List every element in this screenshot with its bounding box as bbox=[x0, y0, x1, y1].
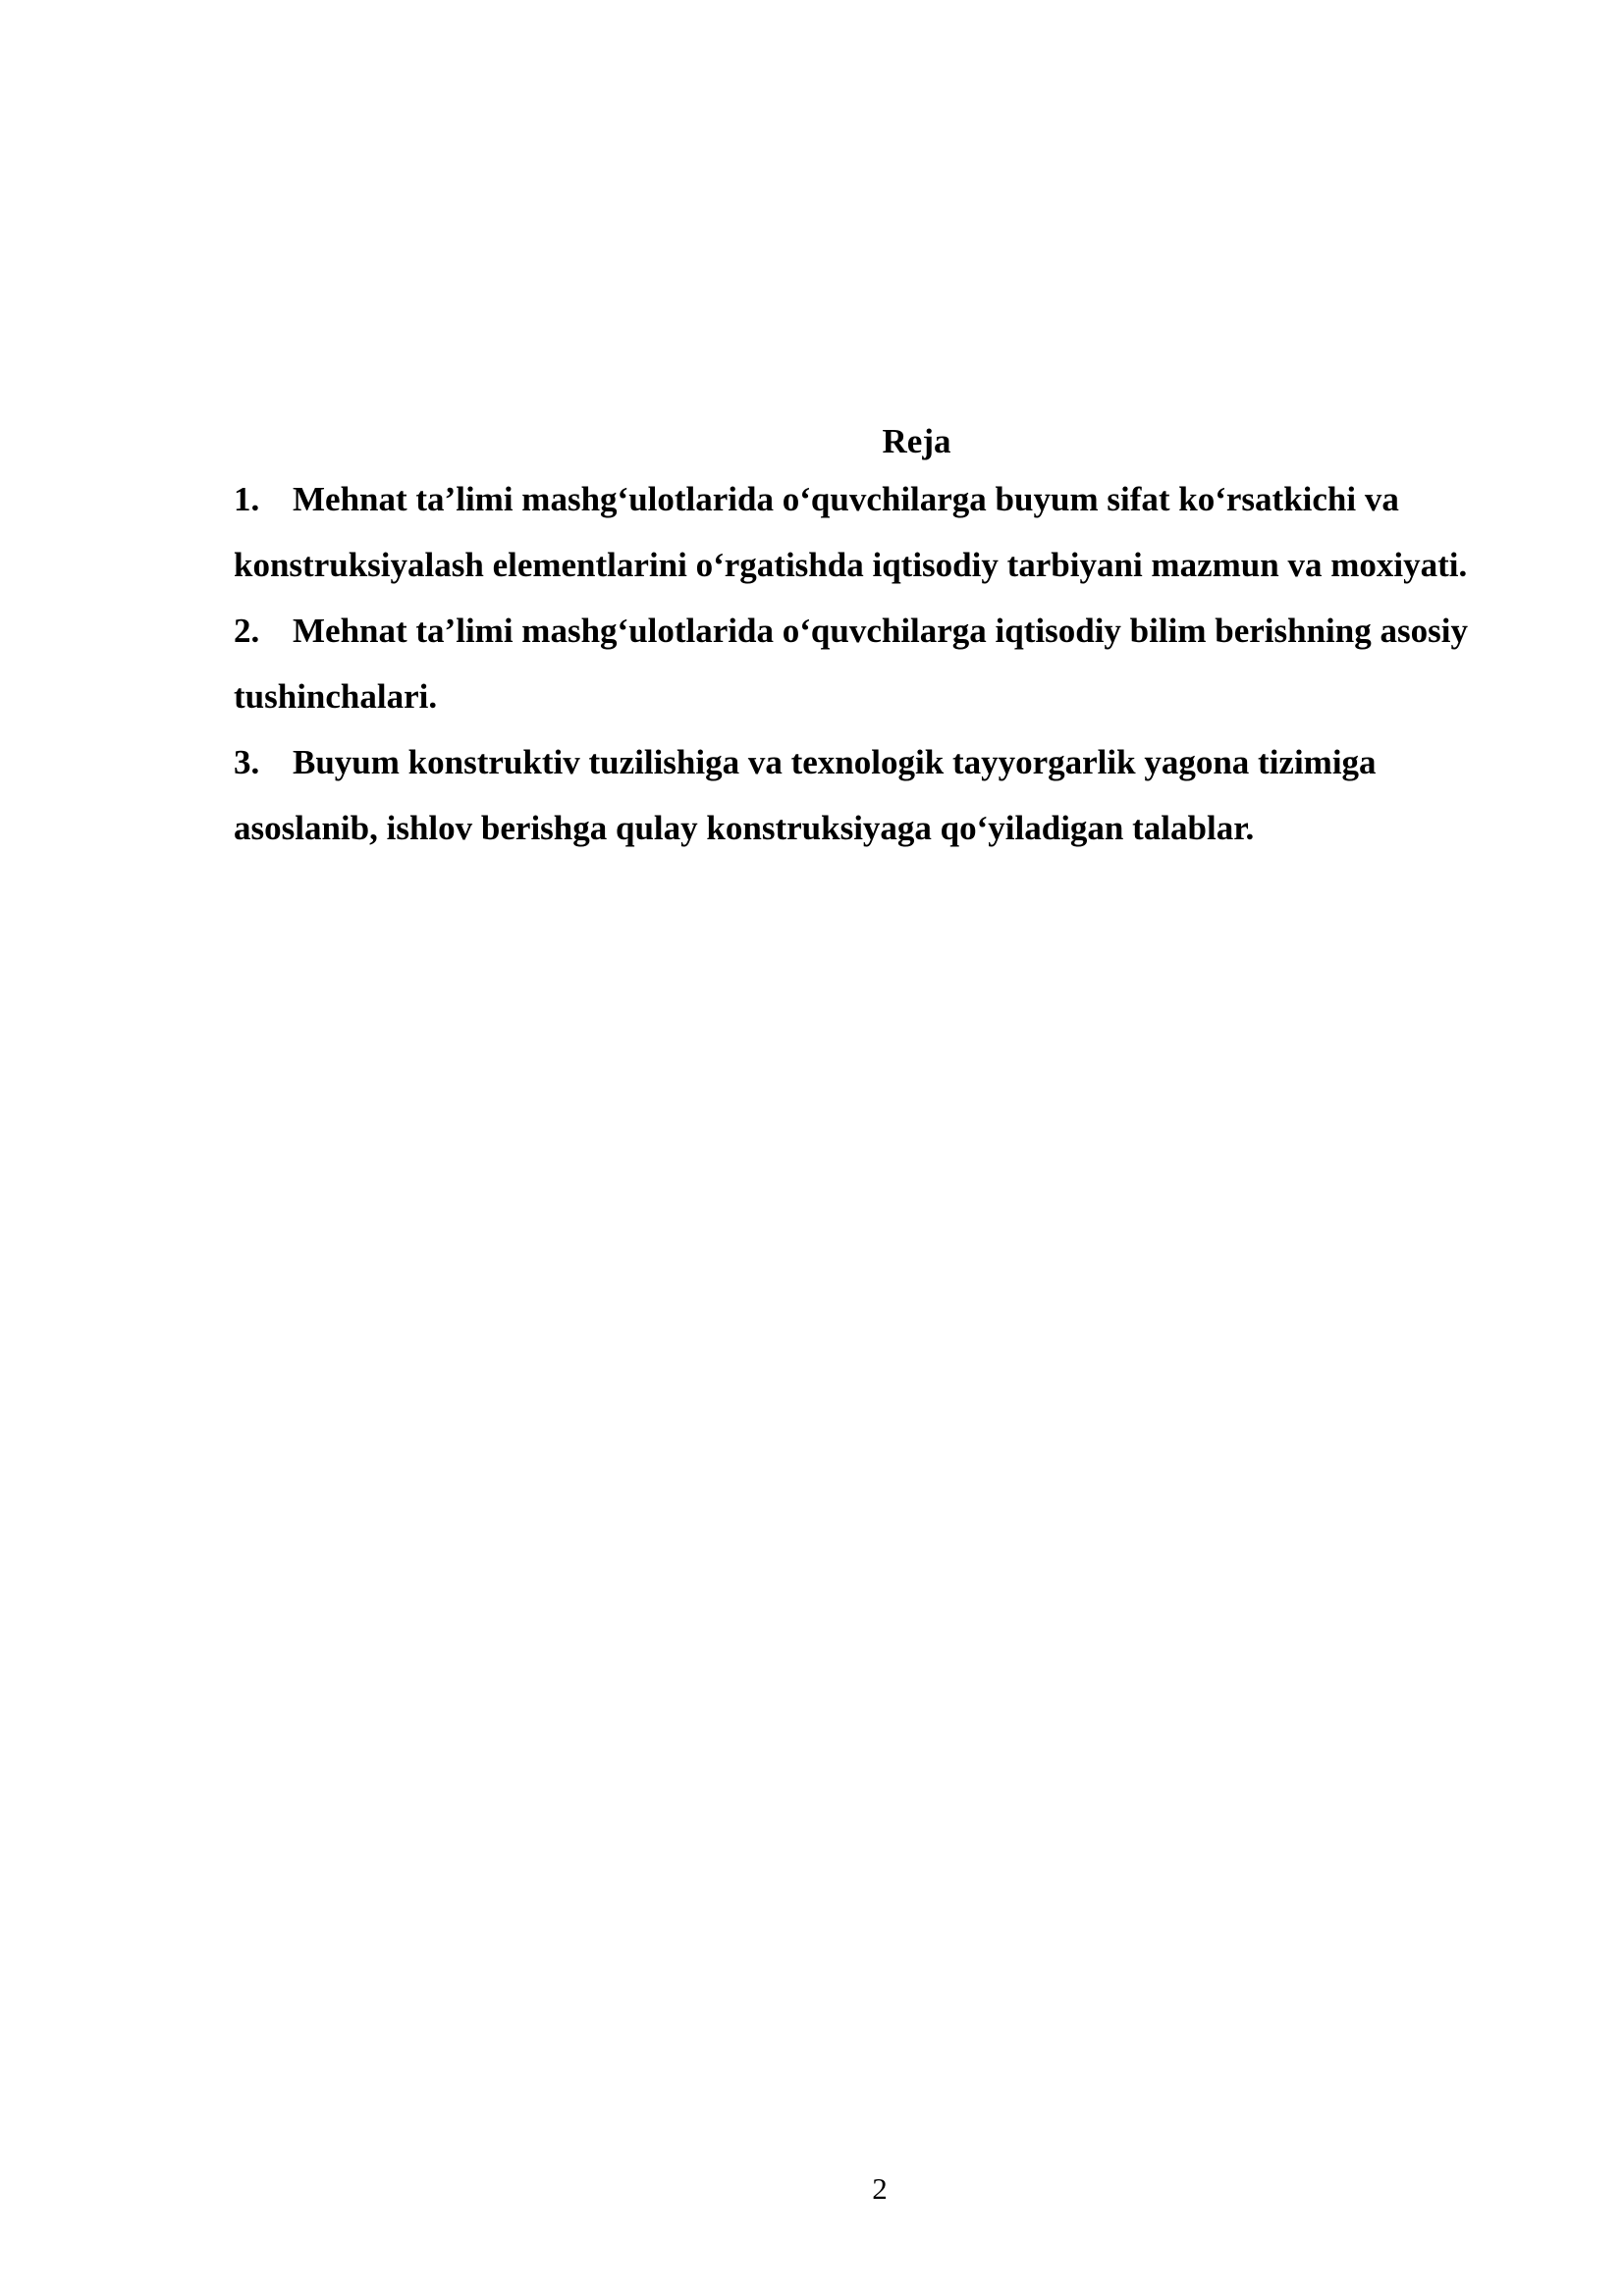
plan-item-number: 3. bbox=[234, 743, 260, 781]
plan-section bbox=[234, 416, 1505, 861]
plan-item-number: 1. bbox=[234, 480, 260, 518]
plan-item-1 bbox=[234, 466, 1505, 598]
page-number: 2 bbox=[872, 2171, 888, 2206]
page-title: Reja bbox=[882, 422, 951, 460]
plan-item-3 bbox=[234, 729, 1505, 861]
plan-item-text: Buyum konstruktiv tuzilishiga va texnologik tayyorgarlik yagona tizimiga asoslanib, ishlov berishga qulay konstruksiyaga qo‘yiladigan talablar. bbox=[234, 743, 1377, 847]
plan-item-2 bbox=[234, 598, 1505, 729]
plan-item-text: Mehnat ta’limi mashg‘ulotlarida o‘quvchilarga iqtisodiy bilim berishning asosiy tushinchalari. bbox=[234, 612, 1468, 716]
plan-item-text: Mehnat ta’limi mashg‘ulotlarida o‘quvchilarga buyum sifat ko‘rsatkichi va konstruksiyalash elementlarini o‘rgatishda iqtisodiy tarbiyani mazmun va moxiyati. bbox=[234, 480, 1468, 584]
plan-item-number: 2. bbox=[234, 612, 260, 650]
